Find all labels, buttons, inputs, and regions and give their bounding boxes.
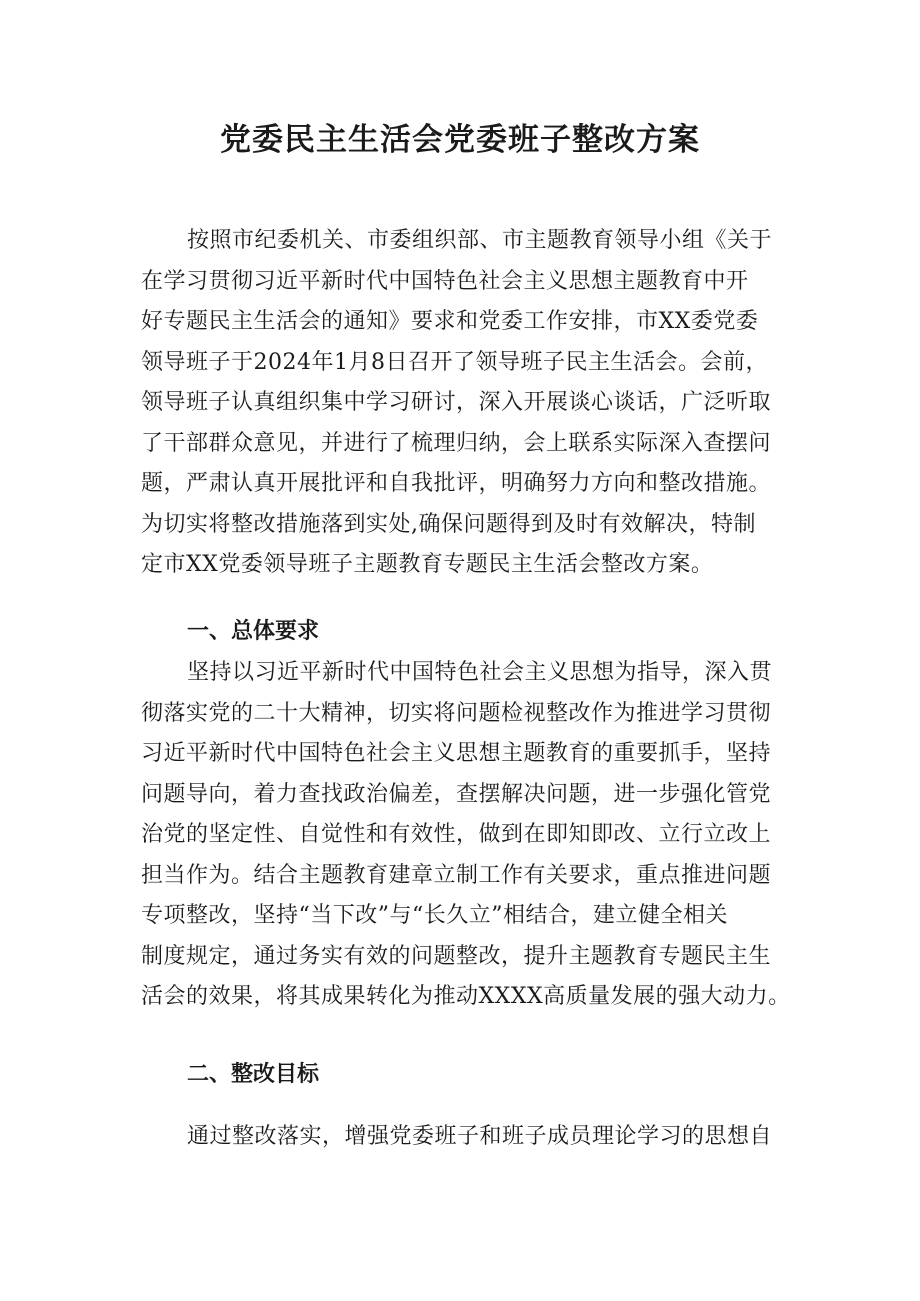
paragraph-line: 领导班子认真组织集中学习研讨，深入开展谈心谈话，广泛听取 [141, 390, 772, 415]
paragraph-line: 治党的坚定性、自觉性和有效性，做到在即知即改、立行立改上 [141, 822, 772, 847]
paragraph-line: 习近平新时代中国特色社会主义思想主题教育的重要抓手，坚持 [141, 741, 772, 766]
paragraph-line: 为切实将整改措施落到实处,确保问题得到及时有效解决，特制 [141, 511, 756, 537]
section-heading: 一、总体要求 [187, 619, 320, 644]
paragraph-line: 按照市纪委机关、市委组织部、市主题教育领导小组《关于 [187, 228, 773, 253]
section2-paragraph [141, 1117, 801, 1158]
paragraph-line: 在学习贯彻习近平新时代中国特色社会主义思想主题教育中开 [141, 268, 749, 294]
section-heading: 二、整改目标 [187, 1062, 320, 1087]
paragraph-line: 担当作为。结合主题教育建章立制工作有关要求，重点推进问题 [141, 862, 772, 888]
intro-paragraph [141, 221, 801, 586]
section1-paragraph [141, 653, 801, 1018]
paragraph-line: 定市XX党委领导班子主题教育专题民主生活会整改方案。 [141, 552, 714, 577]
document-title: 党委民主生活会党委班子整改方案 [220, 122, 700, 158]
paragraph-line: 通过整改落实，增强党委班子和班子成员理论学习的思想自 [187, 1124, 773, 1149]
paragraph-line: 专项整改，坚持“当下改”与“长久立”相结合，建立健全相关 [141, 903, 728, 928]
paragraph-line: 领导班子于2024年1月8日召开了领导班子民主生活会。会前， [141, 349, 768, 375]
paragraph-line: 坚持以习近平新时代中国特色社会主义思想为指导，深入贯 [187, 660, 773, 685]
paragraph-line: 活会的效果，将其成果转化为推动XXXX高质量发展的强大动力。 [141, 984, 791, 1009]
paragraph-line: 好专题民主生活会的通知》要求和党委工作安排，市XX委党委 [141, 309, 759, 334]
paragraph-line: 了干部群众意见，并进行了梳理归纳，会上联系实际深入查摆问 [141, 430, 772, 456]
paragraph-line: 制度规定，通过务实有效的问题整改，提升主题教育专题民主生 [141, 943, 772, 969]
paragraph-line: 问题导向，着力查找政治偏差，查摆解决问题，进一步强化管党 [141, 781, 772, 807]
paragraph-line: 题，严肃认真开展批评和自我批评，明确努力方向和整改措施。 [141, 471, 772, 496]
paragraph-line: 彻落实党的二十大精神，切实将问题检视整改作为推进学习贯彻 [141, 700, 772, 726]
